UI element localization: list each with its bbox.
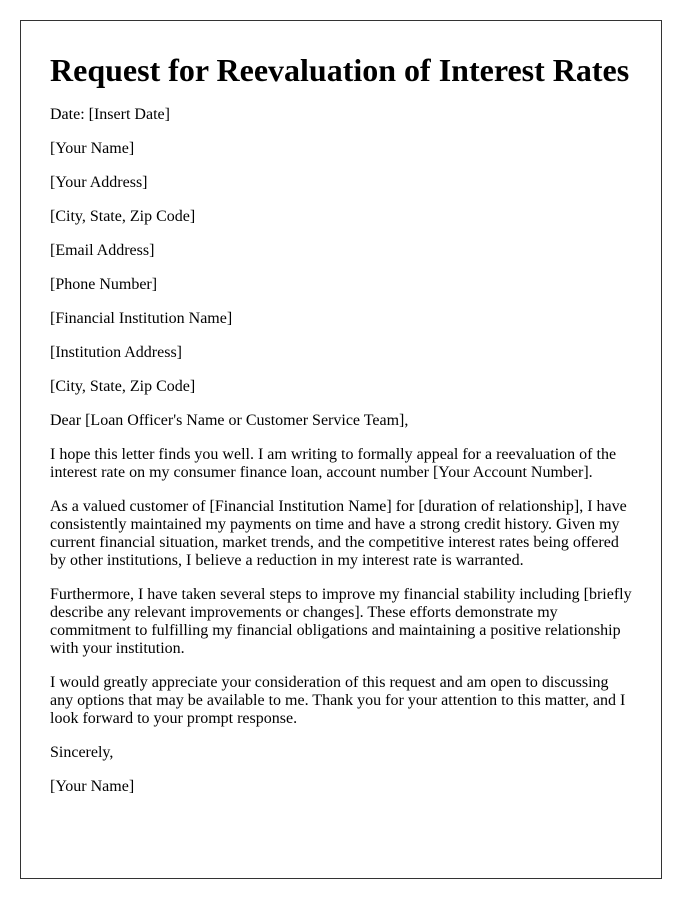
recipient-city-state-zip: [City, State, Zip Code] <box>50 378 196 395</box>
signature: [Your Name] <box>50 778 135 795</box>
body-paragraph-improvements: Furthermore, I have taken several steps to improve my financial stability including [briefly describe any relevant improvements or changes]. These efforts demonstrate my commitment to fulfilling my financial obligations and maintaining a positive relationship with your institution. <box>50 586 632 657</box>
date-line: Date: [Insert Date] <box>50 106 170 123</box>
closing: Sincerely, <box>50 744 114 761</box>
sender-address: [Your Address] <box>50 174 148 191</box>
recipient-institution-address: [Institution Address] <box>50 344 182 361</box>
recipient-institution-name: [Financial Institution Name] <box>50 310 233 327</box>
sender-name: [Your Name] <box>50 140 135 157</box>
sender-email: [Email Address] <box>50 242 155 259</box>
letter-title: Request for Reevaluation of Interest Rates <box>50 52 630 88</box>
sender-city-state-zip: [City, State, Zip Code] <box>50 208 196 225</box>
salutation: Dear [Loan Officer's Name or Customer Service Team], <box>50 412 409 429</box>
body-paragraph-intro: I hope this letter finds you well. I am writing to formally appeal for a reevaluation of the interest rate on my consumer finance loan, account number [Your Account Number]. <box>50 446 617 481</box>
body-paragraph-history: As a valued customer of [Financial Institution Name] for [duration of relationship], I have consistently maintained my payments on time and have a strong credit history. Given my current financial situation, market trends, and the competitive interest rates being offered by other institutions, I believe a reduction in my interest rate is warranted. <box>50 498 627 569</box>
body-paragraph-closing-request: I would greatly appreciate your consideration of this request and am open to discussing any options that may be available to me. Thank you for your attention to this matter, and I look forward to your prompt response. <box>50 674 626 727</box>
letter-container <box>20 20 662 879</box>
sender-phone: [Phone Number] <box>50 276 158 293</box>
